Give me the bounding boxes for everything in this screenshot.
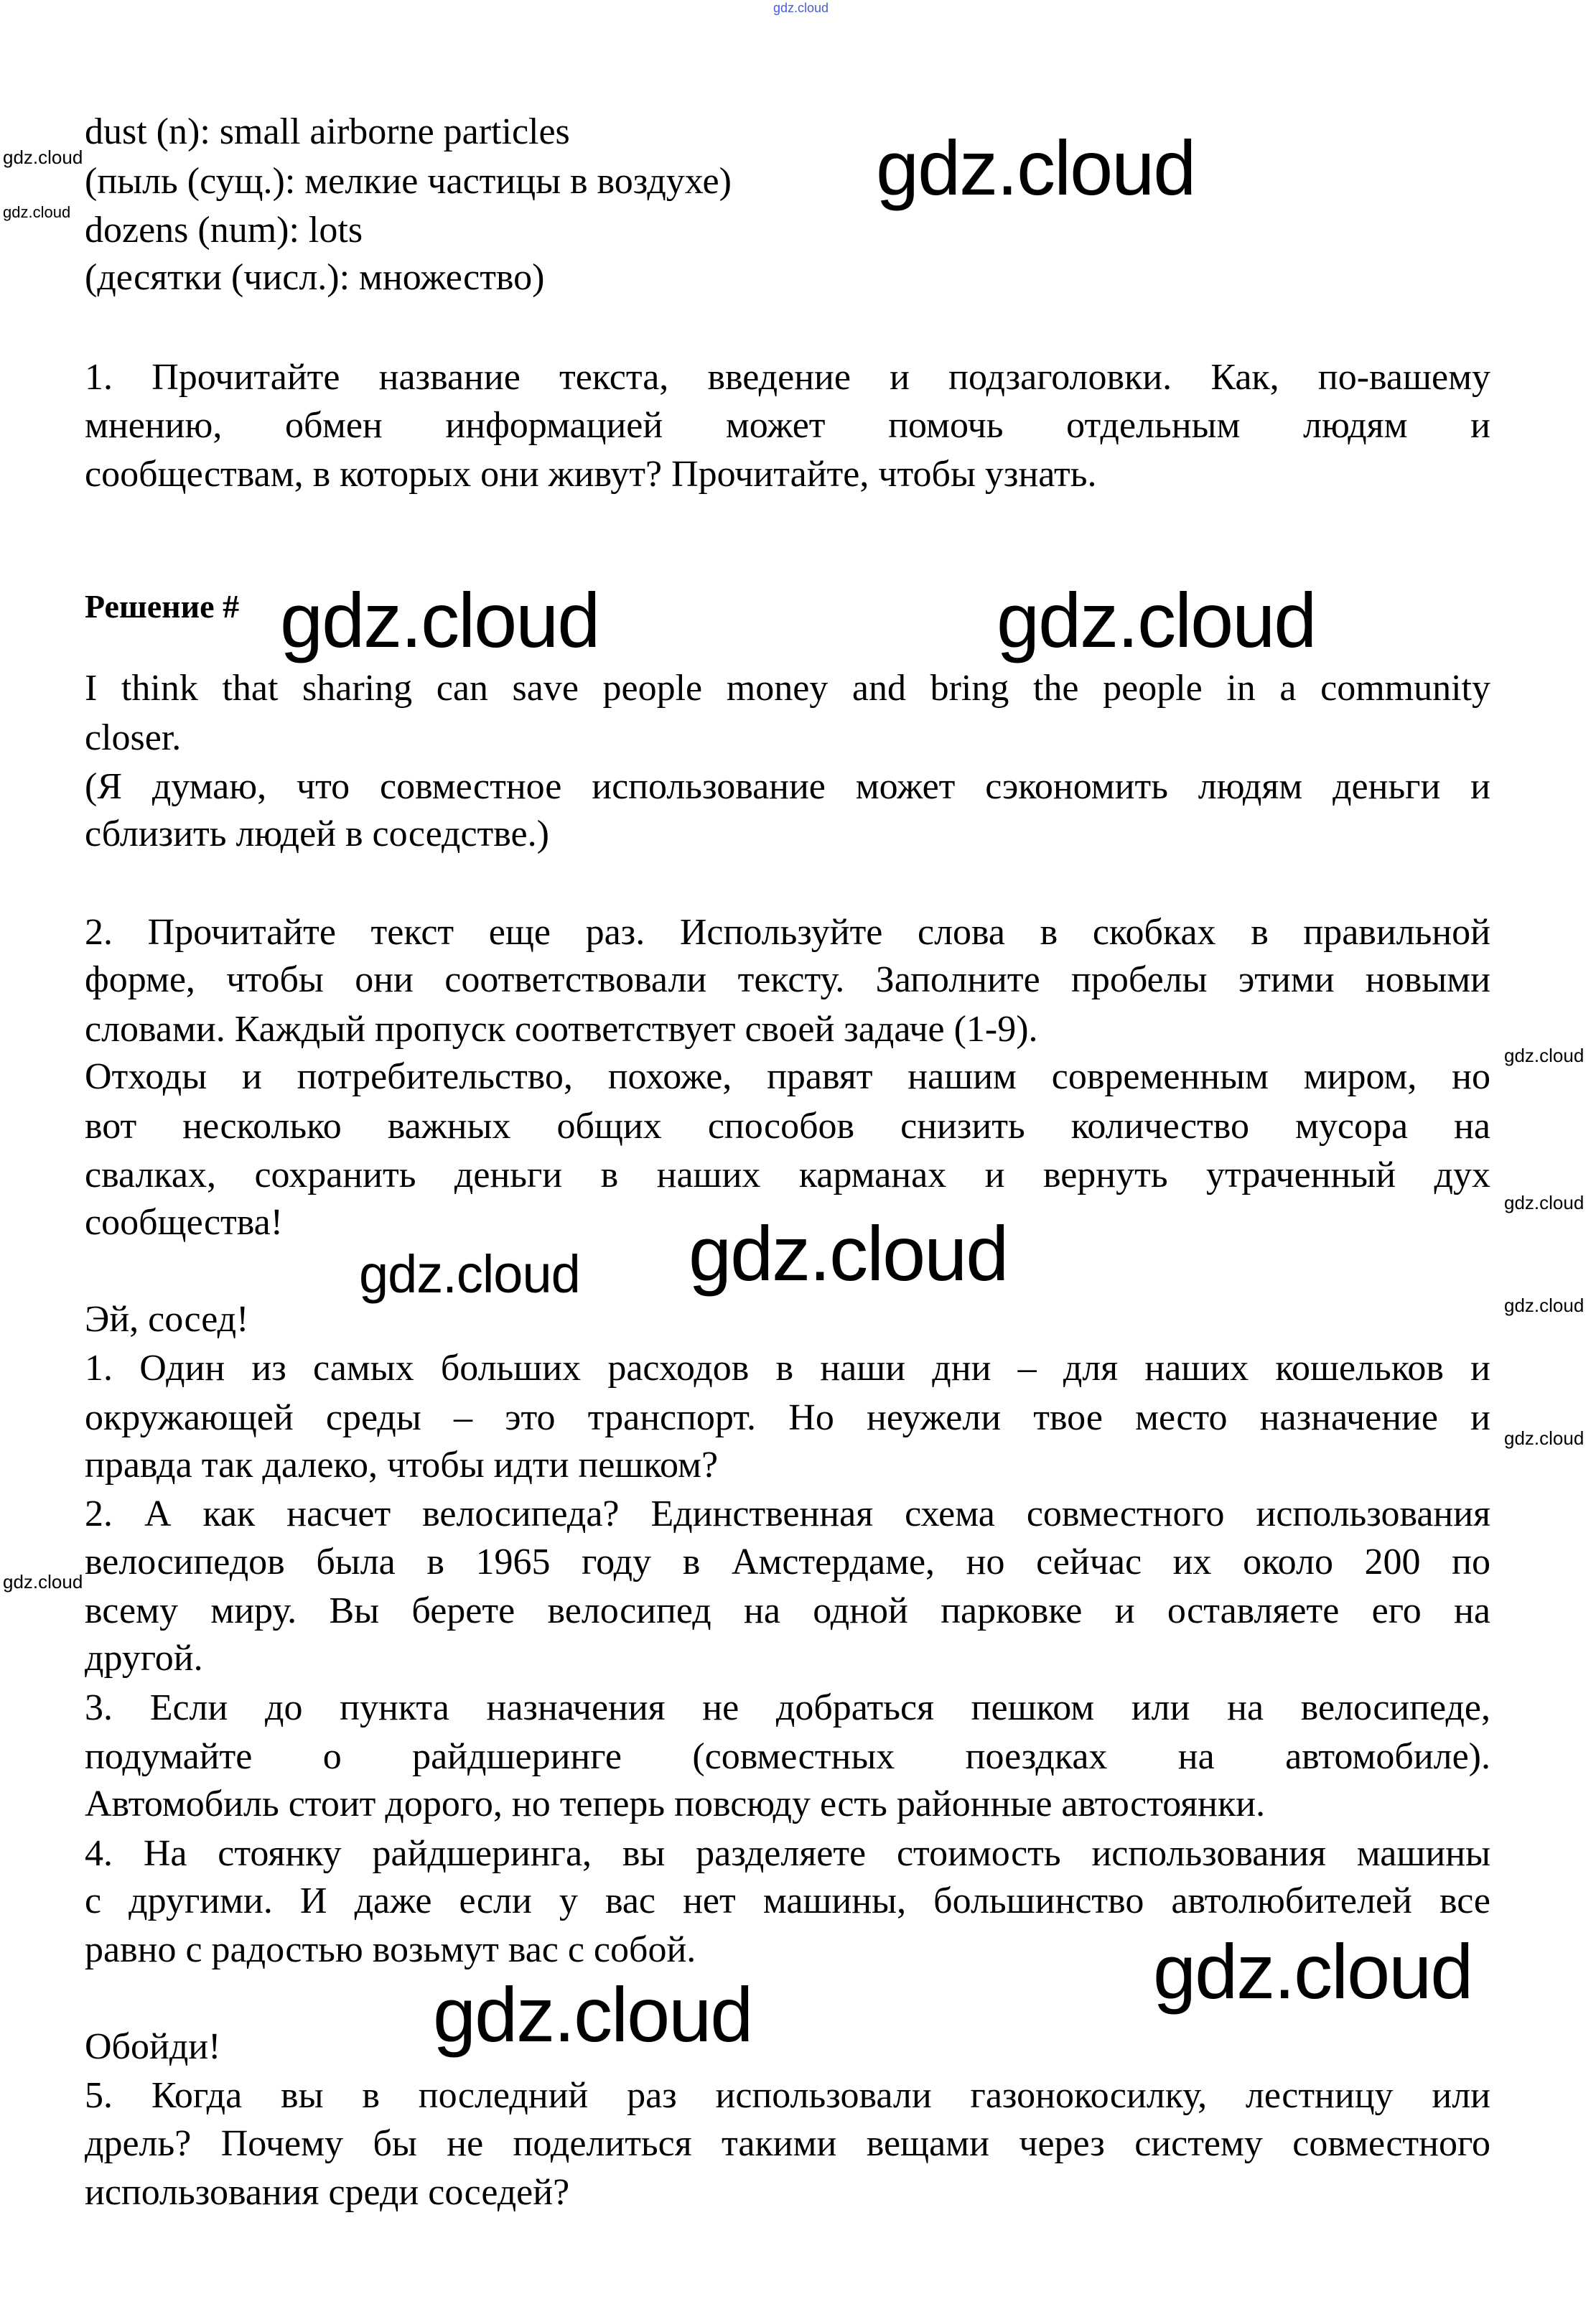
task2-line: Отходы и потребительство, похоже, правят нашим современным миром, но xyxy=(85,1056,1490,1097)
solution-heading: Решение # xyxy=(85,588,240,625)
item-line: использования среди соседей? xyxy=(85,2172,570,2213)
item-line: велосипедов была в 1965 году в Амстердаме, но сейчас их около 200 по xyxy=(85,1542,1490,1582)
item-line: с другими. И даже если у вас нет машины, большинство автолюбителей все xyxy=(85,1880,1490,1921)
task1-line: 1. Прочитайте название текста, введение и подзаголовки. Как, по-вашему xyxy=(85,357,1490,398)
watermark: gdz.cloud xyxy=(1504,1192,1585,1213)
watermark: gdz.cloud xyxy=(1153,1928,1473,2015)
task2-line: вот несколько важных общих способов снизить количество мусора на xyxy=(85,1106,1490,1147)
answer-line: closer. xyxy=(85,717,182,758)
vocab-line: (пыль (сущ.): мелкие частицы в воздухе) xyxy=(85,161,732,202)
watermark: gdz.cloud xyxy=(433,1971,752,2058)
item-line: 4. На стоянку райдшеринга, вы разделяете стоимость использования машины xyxy=(85,1833,1490,1874)
watermark: gdz.cloud xyxy=(359,1244,580,1304)
item-line: Автомобиль стоит дорого, но теперь повсюду есть районные автостоянки. xyxy=(85,1784,1266,1824)
task2-line: свалках, сохранить деньги в наших карманах и вернуть утраченный дух xyxy=(85,1155,1490,1195)
answer-line: сблизить людей в соседстве.) xyxy=(85,813,549,854)
watermark: gdz.cloud xyxy=(3,203,71,221)
watermark: gdz.cloud xyxy=(1504,1295,1585,1316)
watermark: gdz.cloud xyxy=(773,1,829,15)
task2-line: сообщества! xyxy=(85,1202,284,1243)
item-line: 1. Один из самых больших расходов в наши дни – для наших кошельков и xyxy=(85,1348,1490,1389)
item-line: подумайте о райдшеринге (совместных поездках на автомобиле). xyxy=(85,1736,1490,1777)
item-line: 3. Если до пункта назначения не добраться пешком или на велосипеде, xyxy=(85,1687,1490,1728)
watermark: gdz.cloud xyxy=(689,1210,1008,1297)
item-line: окружающей среды – это транспорт. Но неужели твое место назначение и xyxy=(85,1397,1490,1438)
item-line: дрель? Почему бы не поделиться такими вещами через систему совместного xyxy=(85,2123,1490,2164)
task2-line: 2. Прочитайте текст еще раз. Используйте слова в скобках в правильной xyxy=(85,912,1490,953)
item-line: всему миру. Вы берете велосипед на одной парковке и оставляете его на xyxy=(85,1590,1490,1631)
vocab-line: (десятки (числ.): множество) xyxy=(85,257,545,298)
item-line: 2. А как насчет велосипеда? Единственная схема совместного использования xyxy=(85,1493,1490,1534)
watermark: gdz.cloud xyxy=(3,146,83,168)
watermark: gdz.cloud xyxy=(1504,1045,1585,1066)
answer-line: (Я думаю, что совместное использование может сэкономить людям деньги и xyxy=(85,766,1490,807)
watermark: gdz.cloud xyxy=(1504,1427,1585,1449)
item-line: равно с радостью возьмут вас с собой. xyxy=(85,1929,696,1970)
section-title: Эй, сосед! xyxy=(85,1299,249,1340)
watermark: gdz.cloud xyxy=(3,1571,83,1593)
task2-line: словами. Каждый пропуск соответствует своей задаче (1-9). xyxy=(85,1009,1038,1050)
item-line: 5. Когда вы в последний раз использовали газонокосилку, лестницу или xyxy=(85,2075,1490,2116)
item-line: другой. xyxy=(85,1638,203,1679)
vocab-line: dozens (num): lots xyxy=(85,210,363,251)
watermark: gdz.cloud xyxy=(876,124,1195,211)
vocab-line: dust (n): small airborne particles xyxy=(85,111,570,152)
watermark: gdz.cloud xyxy=(997,577,1316,663)
watermark: gdz.cloud xyxy=(280,577,599,663)
answer-line: I think that sharing can save people money and bring the people in a community xyxy=(85,668,1490,709)
task1-line: мнению, обмен информацией может помочь отдельным людям и xyxy=(85,405,1490,446)
section-title: Обойди! xyxy=(85,2026,221,2067)
task1-line: сообществам, в которых они живут? Прочитайте, чтобы узнать. xyxy=(85,454,1097,495)
task2-line: форме, чтобы они соответствовали тексту. Заполните пробелы этими новыми xyxy=(85,959,1490,1000)
item-line: правда так далеко, чтобы идти пешком? xyxy=(85,1445,719,1486)
